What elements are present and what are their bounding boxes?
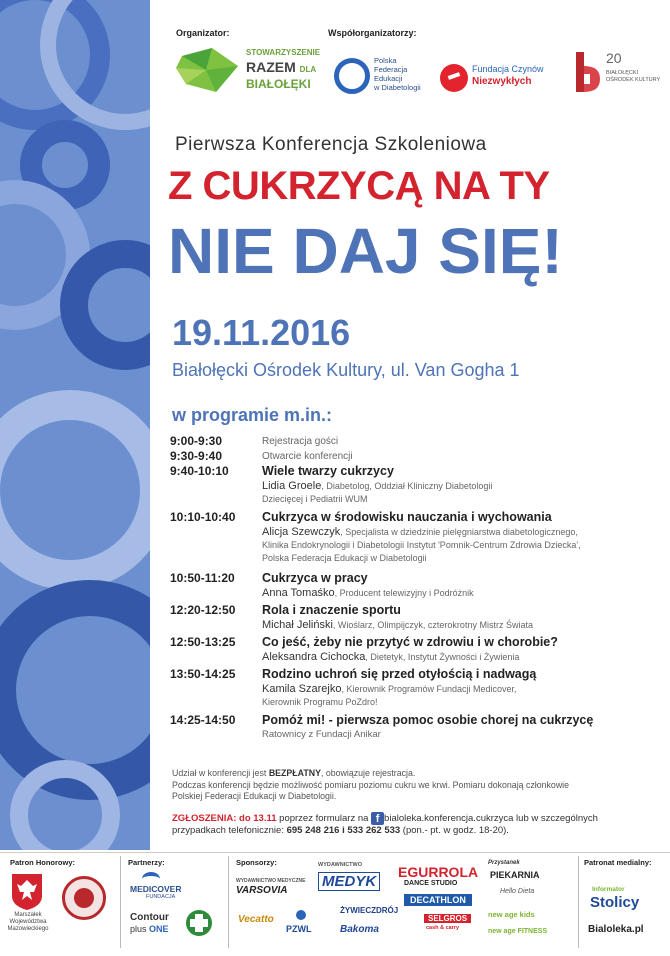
org-logo-line3: BIAŁOŁĘKI: [246, 77, 311, 91]
registration-text2: przypadkach telefonicznie:: [172, 825, 287, 837]
speaker-name: Lidia Groele: [262, 480, 322, 492]
event-date: 19.11.2016: [172, 312, 351, 353]
sponsor-selgros: SELGROS: [424, 914, 471, 923]
sponsor-przystanek: Przystanek: [488, 860, 520, 866]
fundacja-line1: Fundacja Czynów: [472, 64, 544, 74]
divider: [228, 856, 229, 948]
notes-line3: Polskiej Federacji Edukacji w Diabetologii.: [172, 791, 337, 801]
schedule-row: [170, 667, 660, 709]
divider: [120, 856, 121, 948]
schedule-speaker-line: [262, 618, 660, 632]
schedule-title: Wiele twarzy cukrzycy: [262, 464, 394, 478]
schedule-row: [170, 464, 660, 506]
schedule: [170, 434, 660, 741]
schedule-time: 13:50-14:25: [170, 667, 236, 681]
org-logo-dla: DLA: [299, 65, 317, 74]
partners-label: Partnerzy:: [128, 858, 165, 867]
sponsor-varsovia: VARSOVIA: [236, 885, 288, 896]
coorganizer-bok-logo: [572, 50, 662, 98]
pfed-line1: Polska: [374, 56, 397, 65]
sponsors-label: Sponsorzy:: [236, 858, 277, 867]
schedule-row: [170, 434, 660, 449]
pfed-line3: Edukacji: [374, 74, 403, 83]
medicover-sub: FUNDACJA: [146, 894, 176, 900]
media-informator: Informator: [592, 886, 625, 893]
organizer-label: Organizator:: [176, 28, 230, 38]
contour-plus: [130, 924, 169, 934]
org-logo-razem: RAZEM: [246, 59, 296, 75]
left-decorative-band: [0, 0, 150, 850]
notes-line1: [172, 768, 662, 780]
notes-free-label: BEZPŁATNY: [268, 768, 321, 778]
patron-caption: Województwa: [9, 919, 47, 925]
speaker-name: Anna Tomaśko: [262, 587, 335, 599]
sponsor-selgros-sub: cash & carry: [426, 925, 460, 931]
schedule-time: 10:50-11:20: [170, 571, 235, 585]
sponsor-pzwl: PZWL: [286, 924, 312, 934]
schedule-speaker-line: [262, 479, 660, 493]
registration-label: ZGŁOSZENIA: do 13.11: [172, 813, 277, 825]
title-line1: Z CUKRZYCĄ NA TY: [168, 164, 550, 208]
speaker-detail: Polska Federacja Edukacji w Diabetologii: [262, 553, 427, 563]
speaker-detail: , Wioślarz, Olimpijczyk, czterokrotny Mistrz Świata: [332, 620, 533, 630]
contour-one-text: ONE: [149, 924, 169, 934]
speaker-detail: Ratownicy z Fundacji Anikar: [262, 729, 381, 740]
pfed-ring-icon: [334, 58, 370, 94]
contour-logo: Contour: [130, 912, 169, 923]
schedule-time: 9:40-10:10: [170, 464, 229, 478]
sponsor-dance-studio: DANCE STUDIO: [404, 880, 458, 887]
fundacja-line2: Niezwykłych: [472, 76, 532, 87]
medicover-logo: MEDICOVER: [130, 884, 182, 894]
schedule-time: 10:10-10:40: [170, 510, 236, 524]
registration-phones: 695 248 216 i 533 262 533: [286, 825, 401, 837]
schedule-speaker-line: [262, 682, 660, 696]
bok-logo-icon: [572, 52, 602, 92]
coorganizer-pfed-logo: [334, 54, 434, 98]
bok-line2: OŚRODEK KULTURY: [606, 77, 661, 83]
speaker-name: Kamila Szarejko: [262, 683, 342, 695]
patron-caption: Mazowieckiego: [7, 926, 49, 932]
schedule-row: [170, 635, 660, 664]
ring-decoration: [0, 390, 150, 590]
schedule-title: Co jeść, żeby nie przytyć w zdrowiu i w chorobie?: [262, 635, 558, 649]
speaker-detail: , Dietetyk, Instytut Żywności i Żywienia: [365, 652, 520, 662]
sponsor-new-age-kids: new age kids: [488, 910, 535, 919]
sponsor-decathlon: DECATHLON: [404, 894, 472, 906]
bok-num: 20: [606, 50, 622, 66]
schedule-title: Rola i znaczenie sportu: [262, 603, 401, 617]
registration: [172, 812, 662, 837]
schedule-title: Cukrzyca w środowisku nauczania i wychowania: [262, 510, 552, 524]
schedule-title: Cukrzyca w pracy: [262, 571, 368, 585]
registration-line2: [172, 825, 662, 837]
schedule-title: Pomóż mi! - pierwsza pomoc osobie chorej na cukrzycę: [262, 713, 594, 727]
sponsor-medyk: MEDYK: [318, 872, 380, 891]
speaker-name: Alicja Szewczyk: [262, 526, 341, 538]
speaker-detail: , Producent telewizyjny i Podróżnik: [334, 588, 474, 598]
schedule-row: [170, 713, 660, 741]
eagle-emblem-icon: [12, 874, 42, 910]
schedule-title: Rodzino uchroń się przed otyłością i nadwagą: [262, 667, 537, 681]
sponsor-hello-dieta: Hello Dieta: [500, 888, 535, 895]
org-logo-line2: [246, 59, 316, 75]
sponsor-medyk-top: WYDAWNICTWO: [318, 862, 362, 868]
speaker-detail: , Diabetolog, Oddział Kliniczny Diabetologii: [321, 481, 493, 491]
speaker-detail: Kierownik Programu PoZdro!: [262, 697, 378, 707]
sponsor-egurrola: EGURROLA: [398, 864, 479, 880]
speaker-detail: , Specjalista w dziedzinie pielęgniarstwa diabetologicznego,: [340, 527, 578, 537]
conference-subtitle: Pierwsza Konferencja Szkoleniowa: [175, 134, 487, 155]
coorganizer-fundacja-logo: [440, 62, 560, 94]
organizer-logo: [176, 46, 326, 98]
notes-line1-pre: Udział w konferencji jest: [172, 768, 269, 778]
registration-url[interactable]: bialoleka.konferencja.cukrzyca lub w szczególnych: [384, 813, 598, 825]
registration-text1: poprzez formularz na: [276, 813, 372, 825]
media-bialoleka: Bialoleka.pl: [588, 924, 644, 935]
footer: [0, 852, 670, 956]
patron-caption: Marszałek: [14, 912, 42, 918]
event-venue: Białołęcki Ośrodek Kultury, ul. Van Gogha 1: [172, 360, 520, 380]
schedule-title: Otwarcie konferencji: [262, 451, 353, 462]
media-label: Patronat medialny:: [584, 858, 652, 867]
schedule-row: [170, 603, 660, 632]
notes: [172, 768, 662, 803]
program-heading: w programie m.in.:: [172, 405, 333, 425]
schedule-time: 12:20-12:50: [170, 603, 236, 617]
coorganizers-label: Współorganizatorzy:: [328, 28, 417, 38]
schedule-time: 9:30-9:40: [170, 449, 223, 463]
schedule-time: 12:50-13:25: [170, 635, 236, 649]
title-line2: NIE DAJ SIĘ!: [168, 215, 563, 287]
sponsor-zywiec: ŻYWIECZDRÓJ: [340, 906, 399, 915]
sponsor-bakoma: Bakoma: [340, 924, 379, 935]
media-stolicy: Stolicy: [590, 894, 640, 911]
pfed-line2: Federacja: [374, 65, 408, 74]
speaker-name: Aleksandra Cichocka: [262, 651, 366, 663]
sponsor-new-age-fitness: new age FITNESS: [488, 928, 548, 935]
sponsor-vecatto: Vecatto: [238, 914, 274, 925]
registration-hours: (pon.- pt. w godz. 18-20).: [400, 825, 509, 837]
org-logo-line1: STOWARZYSZENIE: [246, 48, 321, 57]
schedule-time: 14:25-14:50: [170, 713, 236, 727]
facebook-icon: f: [371, 812, 384, 825]
pzwl-icon: [296, 910, 306, 920]
speaker-name: Michał Jeliński: [262, 619, 333, 631]
notes-line2: Podczas konferencji będzie możliwość pomiaru poziomu cukru we krwi. Pomiaru dokonają członkowie: [172, 779, 570, 790]
schedule-time: 9:00-9:30: [170, 434, 223, 448]
speaker-detail: , Kierownik Programów Fundacji Medicover,: [341, 684, 517, 694]
schedule-title: Rejestracja gości: [262, 436, 339, 447]
contour-plus-text: plus: [130, 924, 147, 934]
divider: [578, 856, 579, 948]
schedule-speaker-line: [262, 525, 660, 539]
schedule-row: [170, 510, 660, 565]
razem-logo-icon: [176, 48, 240, 94]
schedule-speaker-line: [262, 586, 660, 600]
seal-emblem-inner: [74, 888, 94, 908]
schedule-row: [170, 449, 660, 464]
pfed-line4: w Diabetologii: [374, 83, 421, 92]
notes-line1-post: , obowiązuje rejestracja.: [320, 768, 416, 778]
speaker-detail: Klinika Endokrynologii i Diabetologii Instytut 'Pomnik-Centrum Zdrowia Dziecka',: [262, 540, 581, 550]
registration-line1: [172, 812, 662, 825]
patron-label: Patron Honorowy:: [10, 858, 75, 867]
schedule-row: [170, 571, 660, 600]
schedule-speaker-line: [262, 650, 660, 664]
bok-line1: BIAŁOŁĘCKI: [606, 70, 639, 76]
sponsor-piekarnia: PIEKARNIA: [490, 870, 540, 880]
sponsor-varsovia-top: WYDAWNICTWO MEDYCZNE: [236, 878, 306, 884]
speaker-detail: Dziecięcej i Pediatrii WUM: [262, 494, 368, 504]
